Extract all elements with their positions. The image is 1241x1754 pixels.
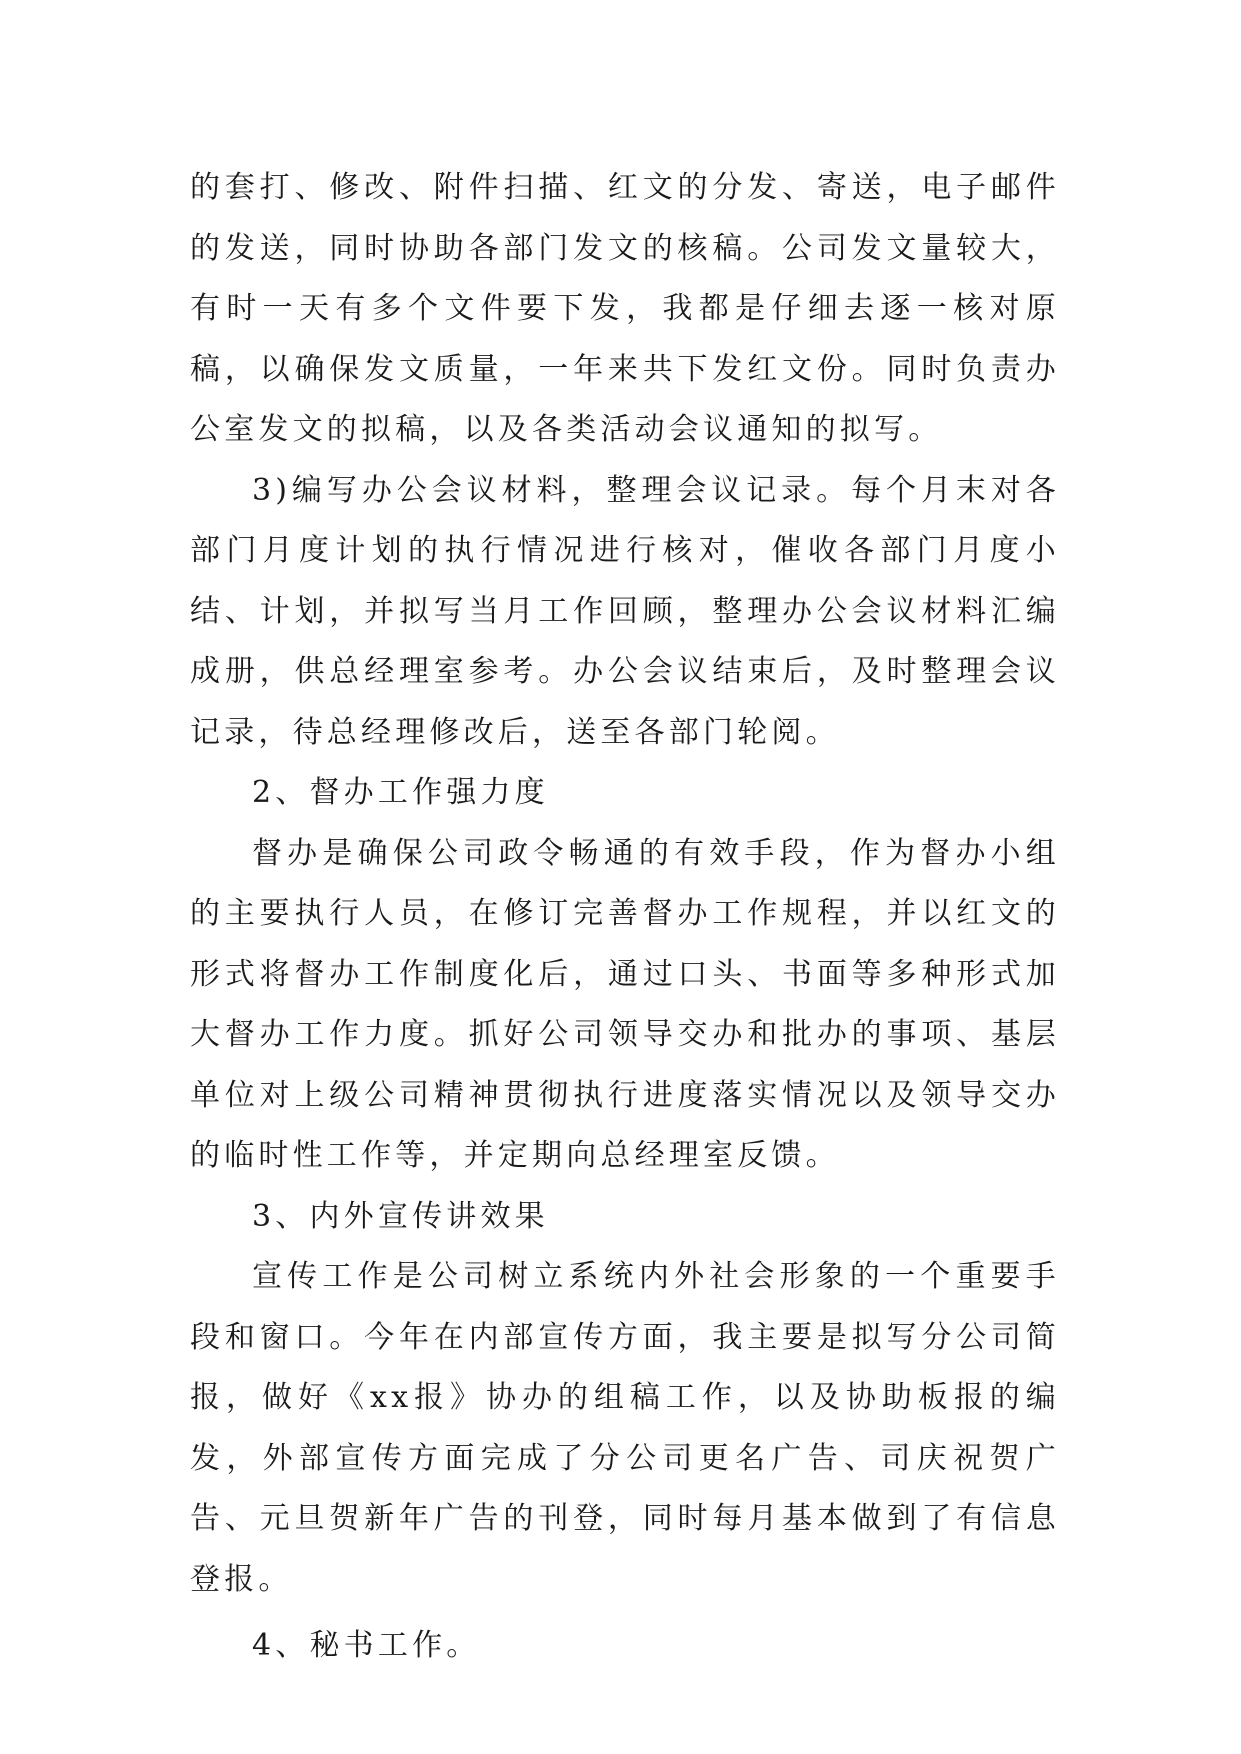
- paragraph-publicity: 宣传工作是公司树立系统内外社会形象的一个重要手段和窗口。今年在内部宣传方面，我主要是拟写分公司简报，做好《xx报》协办的组稿工作，以及协助板报的编发，外部宣传方面完成了分公司更名广告、司庆祝贺广告、元旦贺新年广告的刊登，同时每月基本做到了有信息登报。: [190, 1259, 1060, 1597]
- paragraph-supervision: 督办是确保公司政令畅通的有效手段，作为督办小组的主要执行人员，在修订完善督办工作规程，并以红文的形式将督办工作制度化后，通过口头、书面等多种形式加大督办工作力度。抓好公司领导交办和批办的事项、基层单位对上级公司精神贯彻执行进度落实情况以及领导交办的临时性工作等，并定期向总经理室反馈。: [190, 835, 1060, 1173]
- paragraph-continuation: 的套打、修改、附件扫描、红文的分发、寄送，电子邮件的发送，同时协助各部门发文的核稿。公司发文量较大，有时一天有多个文件要下发，我都是仔细去逐一核对原稿，以确保发文质量，一年来共下发红文份。同时负责办公室发文的拟稿，以及各类活动会议通知的拟写。: [190, 170, 1060, 447]
- document-body: [190, 158, 1060, 1677]
- section-heading-secretary: 4、秘书工作。: [252, 1628, 481, 1663]
- section-heading-publicity: 3、内外宣传讲效果: [252, 1198, 549, 1234]
- paragraph-meeting-materials: 3)编写办公会议材料，整理会议记录。每个月末对各部门月度计划的执行情况进行核对，催收各部门月度小结、计划，并拟写当月工作回顾，整理办公会议材料汇编成册，供总经理室参考。办公会议结束后，及时整理会议记录，待总经理修改后，送至各部门轮阅。: [190, 472, 1060, 750]
- section-heading-supervision: 2、督办工作强力度: [252, 775, 549, 810]
